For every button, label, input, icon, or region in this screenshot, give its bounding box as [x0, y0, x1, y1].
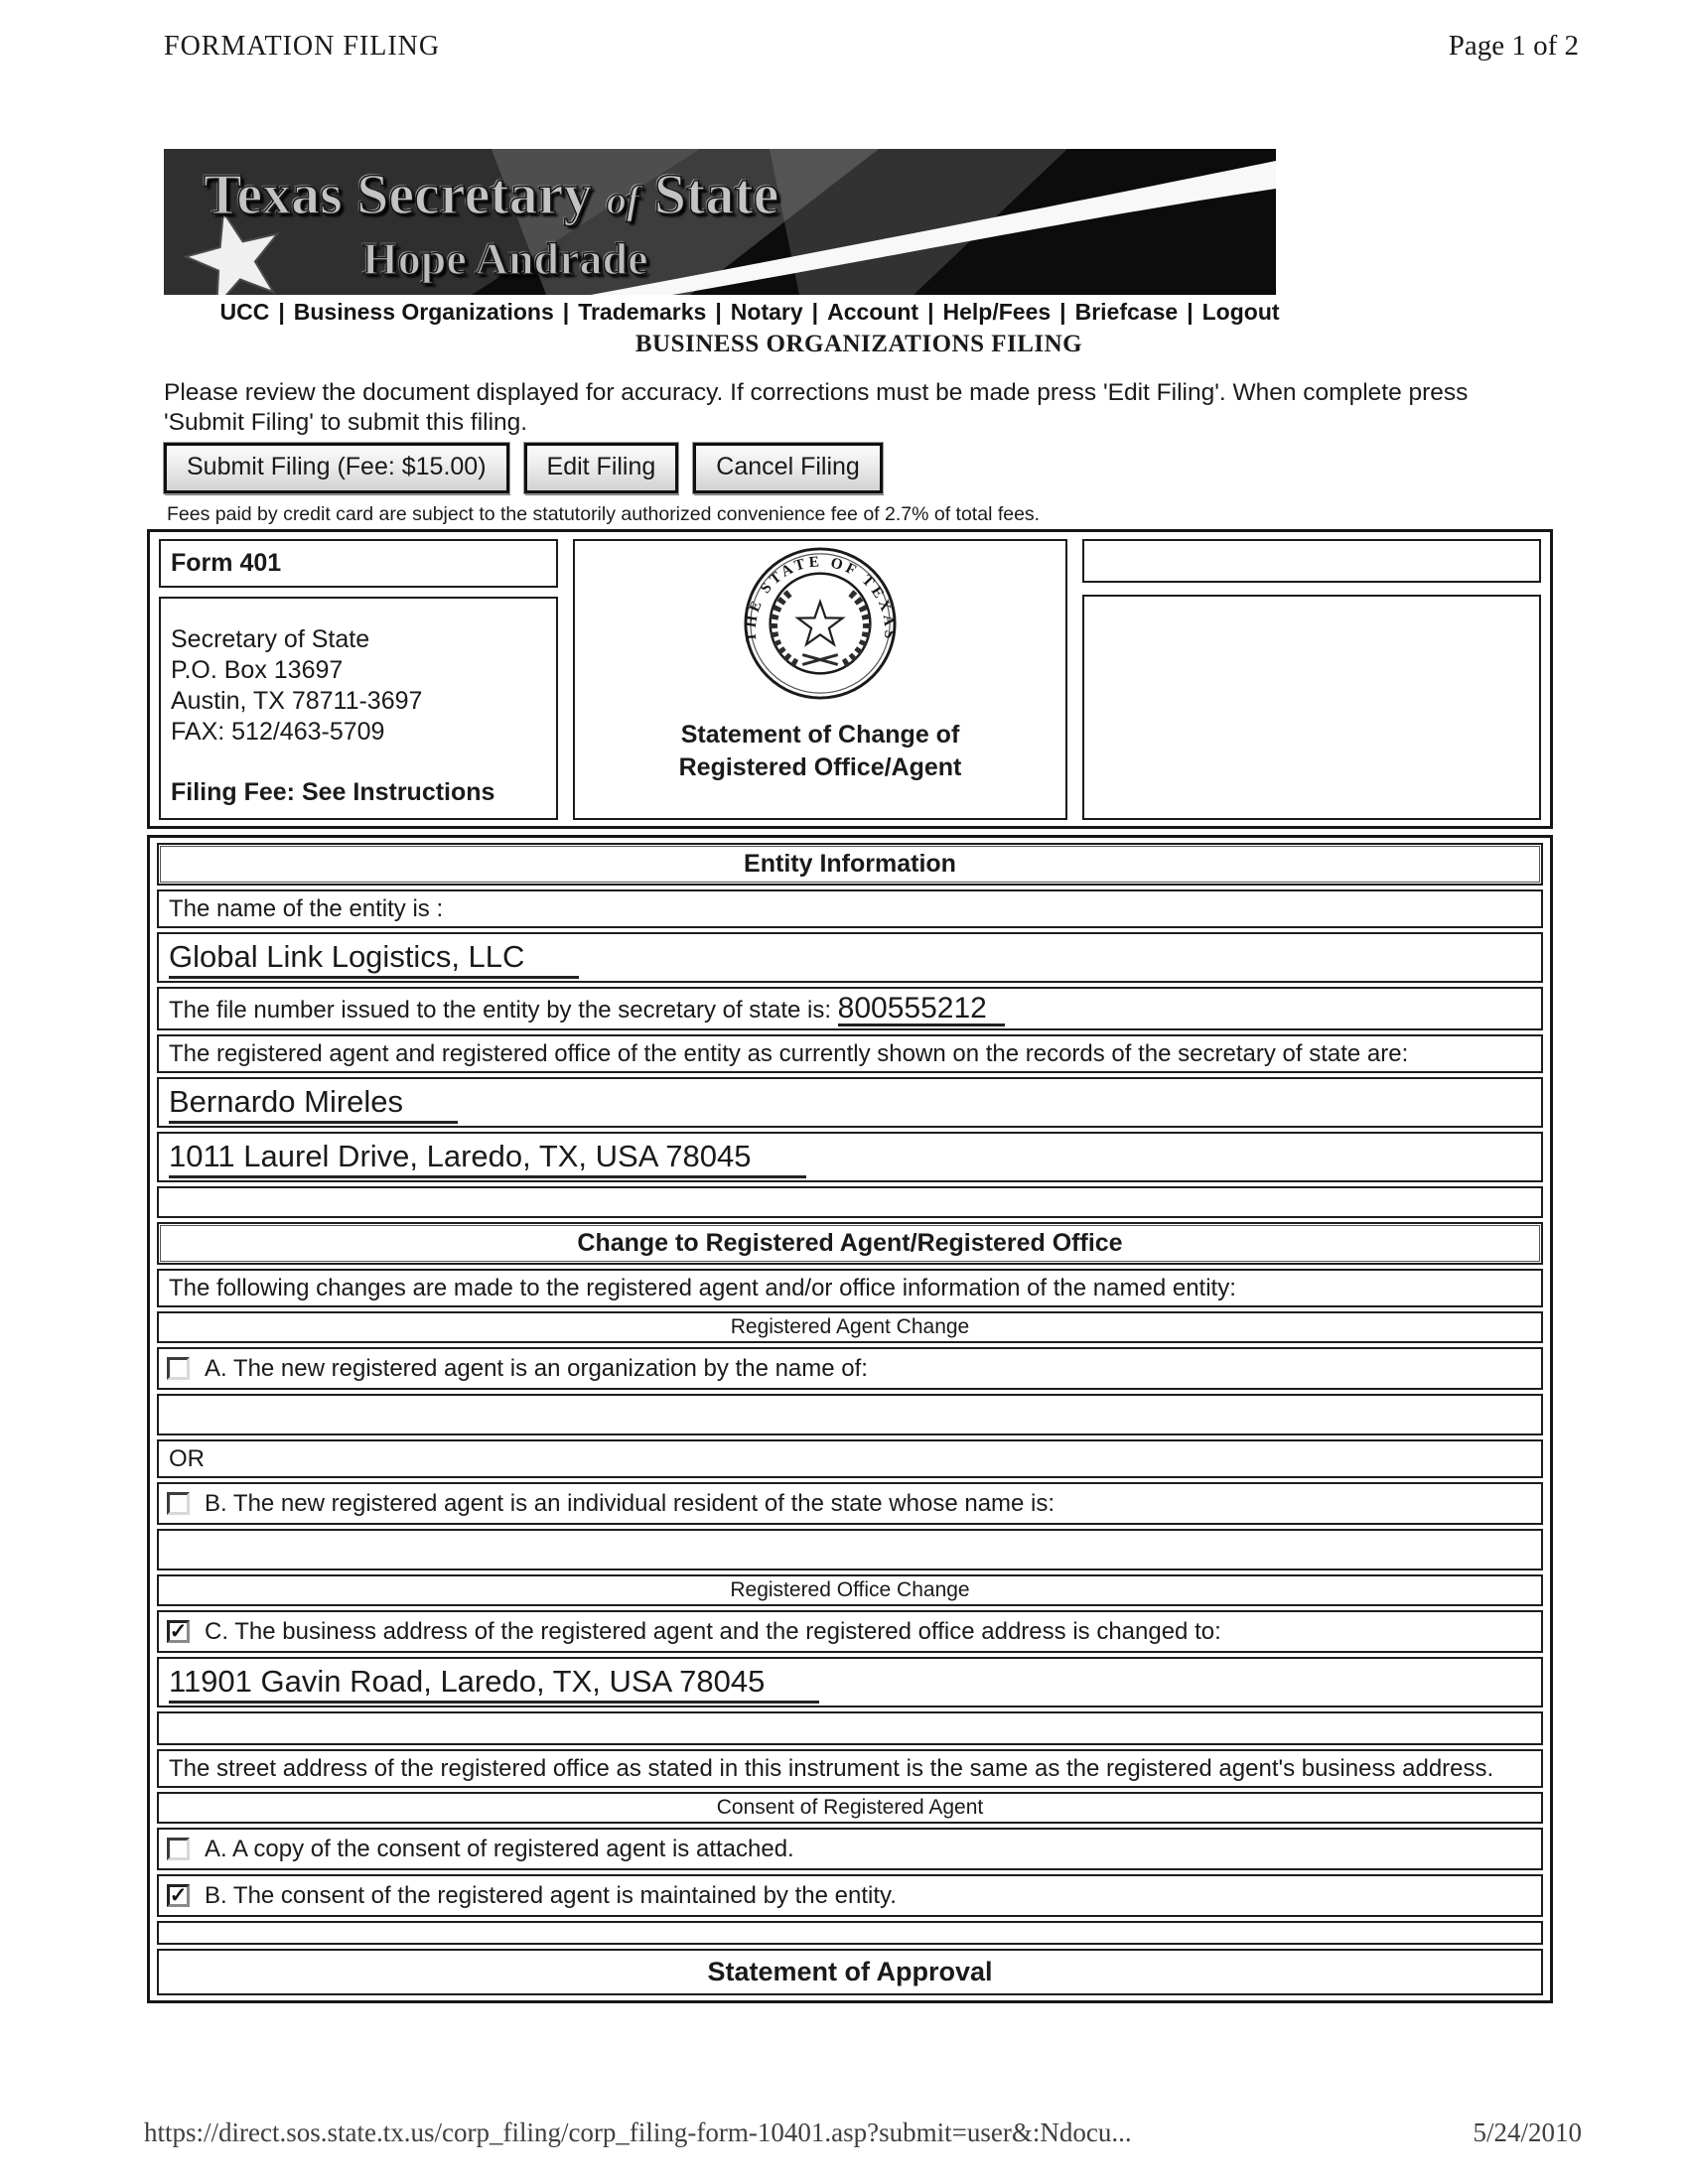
nav-item-help-fees[interactable]: Help/Fees [942, 299, 1052, 325]
sos-address-box [159, 597, 558, 820]
option-b-agent-individual-label: B. The new registered agent is an individual resident of the state whose name is: [205, 1490, 1055, 1517]
nav-item-ucc[interactable]: UCC [219, 299, 270, 325]
filing-fee-note: Filing Fee: See Instructions [171, 778, 495, 806]
review-instructions: Please review the document displayed for accuracy. If corrections must be made press 'Edit Filing'. When complete press 'Submit Filing' to submit this filing. [164, 379, 1469, 436]
same-address-note: The street address of the registered office as stated in this instrument is the same as the registered agent's business address. [157, 1749, 1543, 1788]
file-number-value: 800555212 [838, 995, 1005, 1026]
current-agent-name-row [157, 1077, 1543, 1128]
current-agent-label: The registered agent and registered office of the entity as currently shown on the records of the secretary of state are: [157, 1034, 1543, 1073]
top-navigation [164, 299, 1336, 326]
convenience-fee-note: Fees paid by credit card are subject to the statutorily authorized convenience fee of 2.7% of total fees. [167, 503, 1041, 525]
section-header-change-registered-agent-office: Change to Registered Agent/Registered Office [157, 1222, 1543, 1265]
nav-item-account[interactable]: Account [827, 299, 919, 325]
option-b-agent-individual-row [157, 1482, 1543, 1525]
consent-option-b-label: B. The consent of the registered agent is maintained by the entity. [205, 1882, 897, 1909]
nav-separator: | [927, 299, 934, 325]
form-title: Statement of Change of Registered Office/Agent [678, 721, 962, 781]
option-c-office-address-row [157, 1610, 1543, 1653]
submit-filing-button[interactable]: Submit Filing (Fee: $15.00) [164, 443, 509, 493]
nav-separator: | [1187, 299, 1194, 325]
section-header-statement-of-approval: Statement of Approval [157, 1949, 1543, 1995]
form-header-table [147, 529, 1553, 829]
new-office-address-row [157, 1657, 1543, 1707]
nav-item-notary[interactable]: Notary [730, 299, 803, 325]
blank-input-row [157, 1711, 1543, 1745]
filing-form-body [147, 835, 1553, 2003]
form-header-right-column [1082, 539, 1541, 820]
current-agent-address-row [157, 1132, 1543, 1182]
nav-separator: | [1059, 299, 1066, 325]
entity-name-value-row [157, 932, 1543, 983]
file-number-row [157, 987, 1543, 1030]
blank-row [157, 1921, 1543, 1945]
nav-separator: | [715, 299, 722, 325]
form-header-left-column [159, 539, 558, 820]
texas-sos-banner [164, 149, 1276, 295]
document-title: FORMATION FILING [164, 31, 441, 62]
consent-option-a-row [157, 1828, 1543, 1870]
entity-name-value: Global Link Logistics, LLC [169, 940, 579, 979]
sos-address-line: FAX: 512/463-5709 [171, 718, 385, 746]
subheader-consent-of-registered-agent: Consent of Registered Agent [157, 1792, 1543, 1824]
banner-title: Texas Secretary of State [204, 162, 779, 226]
or-label: OR [157, 1439, 1543, 1478]
checkbox-agent-individual[interactable] [167, 1492, 190, 1515]
blank-row [157, 1186, 1543, 1218]
blank-input-row [157, 1529, 1543, 1570]
option-a-agent-organization-label: A. The new registered agent is an organization by the name of: [205, 1355, 868, 1382]
nav-item-logout[interactable]: Logout [1201, 299, 1280, 325]
checkbox-office-address-change[interactable]: ✓ [167, 1620, 190, 1643]
section-header-entity-information: Entity Information [157, 843, 1543, 886]
sos-address-line: Austin, TX 78711-3697 [171, 687, 423, 715]
nav-item-business-organizations[interactable]: Business Organizations [293, 299, 554, 325]
nav-item-trademarks[interactable]: Trademarks [578, 299, 707, 325]
checkbox-agent-organization[interactable] [167, 1357, 190, 1380]
nav-item-briefcase[interactable]: Briefcase [1074, 299, 1179, 325]
sos-address-line: Secretary of State [171, 625, 370, 653]
new-office-address: 11901 Gavin Road, Laredo, TX, USA 78045 [169, 1665, 819, 1704]
banner-subtitle: Hope Andrade [362, 233, 648, 284]
sos-address-line: P.O. Box 13697 [171, 656, 344, 684]
nav-separator: | [811, 299, 819, 325]
action-buttons [164, 443, 883, 493]
current-agent-name: Bernardo Mireles [169, 1085, 458, 1124]
seal-text: THE STATE OF TEXAS [742, 553, 899, 643]
footer-url: https://direct.sos.state.tx.us/corp_filing/corp_filing-form-10401.asp?submit=user&:Ndocu... [144, 2117, 1132, 2147]
nav-separator: | [278, 299, 285, 325]
print-header [164, 30, 1579, 63]
changes-intro-label: The following changes are made to the registered agent and/or office information of the named entity: [157, 1269, 1543, 1307]
checkbox-consent-attached[interactable] [167, 1838, 190, 1860]
option-c-office-address-label: C. The business address of the registered agent and the registered office address is changed to: [205, 1618, 1221, 1645]
blank-input-row [157, 1394, 1543, 1435]
page-number: Page 1 of 2 [1448, 30, 1579, 62]
cancel-filing-button[interactable]: Cancel Filing [693, 443, 883, 493]
edit-filing-button[interactable]: Edit Filing [524, 443, 679, 493]
option-a-agent-organization-row [157, 1347, 1543, 1390]
office-use-box-top [1082, 539, 1541, 583]
file-number-label: The file number issued to the entity by the secretary of state is: [169, 997, 838, 1024]
form-number-box: Form 401 [159, 539, 558, 588]
subheader-registered-agent-change: Registered Agent Change [157, 1311, 1543, 1343]
nav-separator: | [562, 299, 570, 325]
filing-heading: BUSINESS ORGANIZATIONS FILING [634, 331, 1083, 357]
consent-option-a-label: A. A copy of the consent of registered agent is attached. [205, 1836, 794, 1862]
current-agent-address: 1011 Laurel Drive, Laredo, TX, USA 78045 [169, 1140, 806, 1178]
texas-state-seal-icon [742, 545, 899, 702]
form-title-box [573, 539, 1067, 820]
consent-option-b-row [157, 1874, 1543, 1917]
entity-name-label: The name of the entity is : [157, 889, 1543, 928]
print-footer [144, 2117, 1582, 2148]
office-use-box-main [1082, 595, 1541, 820]
checkbox-consent-maintained[interactable]: ✓ [167, 1884, 190, 1907]
footer-date: 5/24/2010 [1473, 2117, 1582, 2147]
subheader-registered-office-change: Registered Office Change [157, 1574, 1543, 1606]
